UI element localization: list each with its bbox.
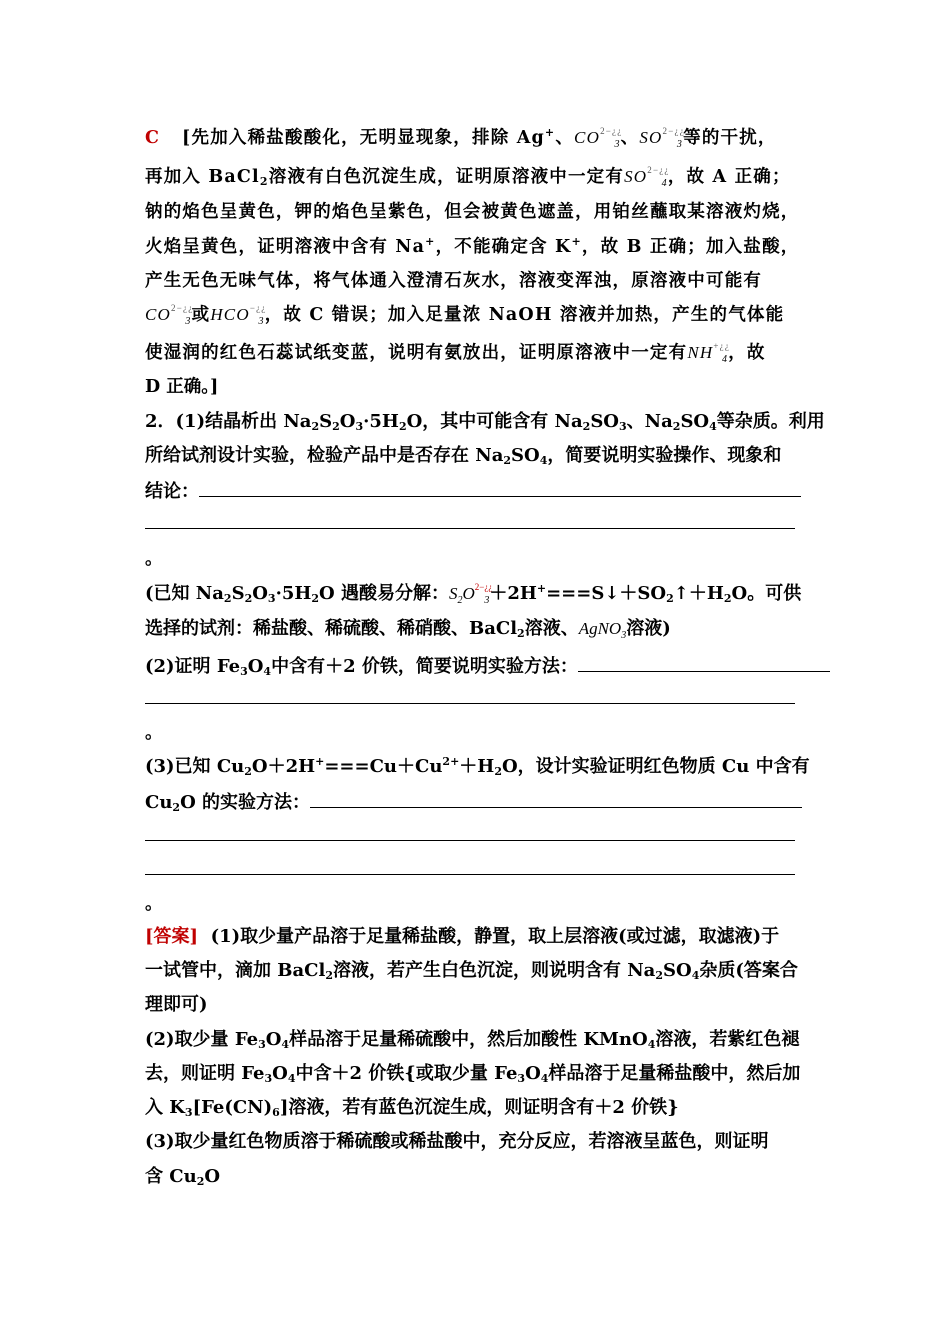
answer-line-5: 去，则证明 $Fe_3O_4$中含＋2 价铁{或取少量 $Fe_3O_4$样品溶于足量稀盐酸中，然后加 [145,1063,801,1085]
q2-3-line-2: $Cu_2O$ 的实验方法： [145,791,802,814]
answer-line-8: 含 $Cu_2O$ [145,1166,221,1188]
answer-line-6: 入 $K_3[Fe(CN)_6]$溶液，若有蓝色沉淀生成，则证明含有＋2 价铁} [145,1097,679,1119]
formula-s2o3: $S_2O^{2-¿¿}_3$ [448,582,493,606]
q2-1-end: 。 [145,549,163,569]
intro-line-8: D 正确。] [145,377,219,397]
answer-blank-line[interactable] [145,528,795,529]
q2-1-line-1: 2．(1)结晶析出 $Na_2S_2O_3\cdot 5H_2O$，其中可能含有 $Na_2SO_3$、$Na_2SO_4$等杂质。利用 [145,411,825,433]
q2-2-end: 。 [145,723,163,743]
answer-blank[interactable] [578,655,830,672]
answer-line-7: (3)取少量红色物质溶于稀硫酸或稀盐酸中，充分反应，若溶液呈蓝色，则证明 [145,1131,769,1152]
intro-line-7: 使湿润的红色石蕊试纸变蓝，说明有氨放出，证明原溶液中一定有$NH^{+¿¿}_4$，故 [145,341,766,365]
formula-nh4: $NH^{+¿¿}_4$ [687,341,731,365]
intro-line-1: C [先加入稀盐酸酸化，无明显现象，排除 Ag+、$CO^{2-¿¿}_3$、$SO^{2-¿¿}_3$等的干扰， [145,126,777,150]
intro-line-4: 火焰呈黄色，证明溶液中含有 Na+，不能确定含 K+，故 B 正确；加入盐酸， [145,235,800,257]
q2-2-line-1: (2)证明 $Fe_3O_4$中含有＋2 价铁，简要说明实验方法： [145,655,830,678]
intro-line-3: 钠的焰色呈黄色，钾的焰色呈紫色，但会被黄色遮盖，用铂丝蘸取某溶液灼烧， [145,202,800,222]
intro-line-5: 产生无色无味气体，将气体通入澄清石灰水，溶液变浑浊，原溶液中可能有 [145,271,763,291]
answer-blank-line[interactable] [145,874,795,875]
q2-3-end: 。 [145,894,163,914]
formula-agno3: AgNO$_3$ [578,619,627,641]
answer-line-1: [答案] (1)取少量产品溶于足量稀盐酸，静置，取上层溶液(或过滤，取滤液)于 [145,926,780,947]
note-line-2: 选择的试剂：稀盐酸、稀硫酸、稀硝酸、BaCl$_2$溶液、AgNO$_3$溶液) [145,618,671,641]
q2-3-line-1: (3)已知 $Cu_2O+2H^+===Cu+Cu^{2+}+H_2O$，设计实验证明红色物质 Cu 中含有 [145,755,810,778]
formula-so3: $SO^{2-¿¿}_3$ [639,126,685,150]
answer-line-3: 理即可) [145,994,208,1015]
q2-1-line-2: 所给试剂设计实验，检验产品中是否存在 $Na_2SO_4$，简要说明实验操作、现象和 [145,445,782,467]
formula-co3: $CO^{2-¿¿}_3$ [574,126,623,150]
answer-blank[interactable] [310,791,802,808]
q2-1-line-3: 结论： [145,480,801,503]
formula-co3-2: $CO^{2-¿¿}_3$ [145,303,194,327]
answer-choice-label: C [145,128,161,148]
formula-so4: $SO^{2-¿¿}_4$ [624,165,670,189]
formula-hco3: $HCO^{-¿¿}_3$ [210,303,267,327]
answer-label: [答案] [145,926,199,947]
answer-line-2: 一试管中，滴加 BaCl$_2$溶液，若产生白色沉淀，则说明含有 $Na_2SO_4$杂质(答案合 [145,960,798,982]
intro-line-6: $CO^{2-¿¿}_3$或$HCO^{-¿¿}_3$，故 C 错误；加入足量浓 NaOH 溶液并加热，产生的气体能 [145,303,785,327]
note-line-1: (已知 $Na_2S_2O_3\cdot 5H_2O$ 遇酸易分解：$S_2O^{2-¿¿}_3+2H^+===S↓+SO_2↑+H_2O$。可供 [145,582,802,606]
answer-line-4: (2)取少量 $Fe_3O_4$样品溶于足量稀硫酸中，然后加酸性 KMnO$_4$溶液，若紫红色褪 [145,1029,800,1051]
intro-line-2: 再加入 BaCl$_2$溶液有白色沉淀生成，证明原溶液中一定有$SO^{2-¿¿}_4$，故 A 正确； [145,165,791,189]
answer-blank-line[interactable] [145,703,795,704]
answer-blank[interactable] [199,480,801,497]
answer-blank-line[interactable] [145,840,795,841]
